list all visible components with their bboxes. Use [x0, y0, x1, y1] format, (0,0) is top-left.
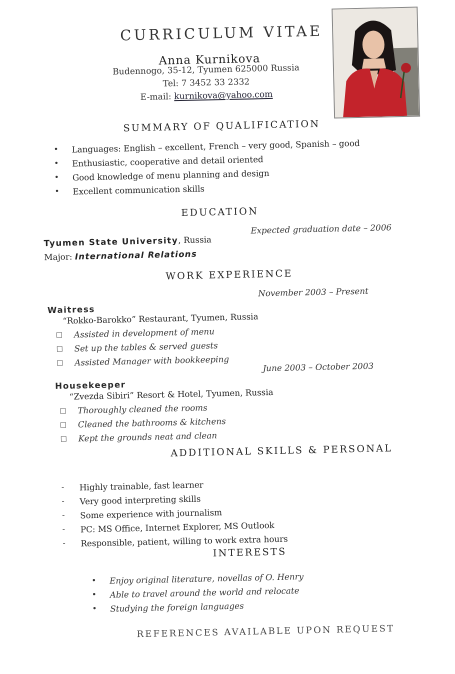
summary-item: • Good knowledge of menu planning and design [72, 164, 360, 185]
job-employer: “Rokko-Barokko” Restaurant, Tyumen, Russia [62, 311, 259, 326]
profile-photo-image [333, 8, 419, 118]
interest-item: • Studying the foreign languages [110, 597, 304, 615]
duty-item: □ Thoroughly cleaned the rooms [78, 400, 226, 417]
skill-item: - Responsible, patient, willing to work extra hours [81, 532, 289, 551]
summary-item: • Enthusiastic, cooperative and detail oriented [72, 150, 360, 171]
dash-bullet-icon [63, 537, 66, 551]
email-label: E-mail: [140, 92, 172, 103]
bullet-icon [54, 171, 59, 185]
dash-bullet-icon [62, 495, 65, 509]
skill-item: - Highly trainable, fast learner [79, 476, 287, 495]
document-title: CURRICULUM VITAE [120, 23, 323, 45]
summary-list [72, 136, 361, 199]
interests-list [109, 569, 304, 615]
major-line [44, 249, 197, 262]
bullet-icon [54, 143, 59, 157]
bullet-icon [54, 157, 59, 171]
checkbox-bullet-icon [60, 432, 67, 446]
contact-block [106, 62, 307, 106]
skill-item: - Very good interpreting skills [80, 490, 288, 509]
summary-heading: SUMMARY OF QUALIFICATION [123, 118, 321, 135]
bullet-icon [92, 588, 97, 602]
duty-item: □ Assisted in development of menu [74, 324, 229, 342]
checkbox-bullet-icon [56, 328, 63, 342]
email-link[interactable]: kurnikova@yahoo.com [174, 89, 273, 103]
checkbox-bullet-icon [56, 356, 63, 370]
university-name: Tyumen State University [43, 235, 179, 249]
university-country: , Russia [178, 234, 212, 246]
bullet-icon [91, 574, 96, 588]
job-employer: “Zvezda Sibiri” Resort & Hotel, Tyumen, Russia [69, 386, 274, 402]
candidate-name: Anna Kurnikova [158, 51, 261, 68]
phone-line: Tel: 7 3452 33 2332 [162, 77, 250, 90]
duty-item: □ Kept the grounds neat and clean [78, 428, 226, 445]
major-label: Major: [44, 251, 73, 263]
summary-item: • Excellent communication skills [73, 178, 361, 199]
skill-item: - Some experience with journalism [80, 504, 288, 523]
interest-item: • Enjoy original literature, novellas of O. Henry [109, 569, 303, 587]
job-dates: November 2003 – Present [257, 285, 369, 299]
skills-list [79, 476, 288, 551]
bullet-icon [92, 602, 97, 616]
checkbox-bullet-icon [56, 342, 63, 356]
interests-heading: INTERESTS [212, 546, 287, 560]
dash-bullet-icon [62, 509, 65, 523]
work-heading: WORK EXPERIENCE [165, 268, 293, 283]
job-duties-list [78, 400, 227, 445]
references-note: REFERENCES AVAILABLE UPON REQUEST [136, 624, 395, 641]
graduation-date: Expected graduation date – 2006 [250, 222, 392, 236]
university-line [44, 234, 212, 248]
job-title: Housekeeper [54, 379, 126, 391]
major-value: International Relations [74, 248, 198, 262]
duty-item: □ Cleaned the bathrooms & kitchens [78, 414, 226, 431]
summary-item: • Languages: English – excellent, French – very good, Spanish – good [72, 136, 360, 157]
job-title: Waitress [47, 304, 96, 316]
job-duties-list [74, 324, 229, 369]
duty-item: □ Assisted Manager with bookkeeping [74, 352, 229, 370]
checkbox-bullet-icon [60, 404, 67, 418]
duty-item: □ Set up the tables & served guests [74, 338, 229, 356]
job-dates: June 2003 – October 2003 [262, 360, 374, 374]
profile-photo [332, 7, 420, 119]
education-heading: EDUCATION [181, 206, 259, 220]
bullet-icon [55, 185, 60, 199]
skills-heading: ADDITIONAL SKILLS & PERSONAL [170, 443, 393, 460]
address-line: Budennogo, 35-12, Tyumen 625000 Russia [112, 63, 300, 78]
checkbox-bullet-icon [60, 418, 67, 432]
dash-bullet-icon [61, 481, 64, 495]
skill-item: - PC: MS Office, Internet Explorer, MS Outlook [80, 518, 288, 537]
dash-bullet-icon [62, 523, 65, 537]
interest-item: • Able to travel around the world and relocate [110, 583, 304, 601]
